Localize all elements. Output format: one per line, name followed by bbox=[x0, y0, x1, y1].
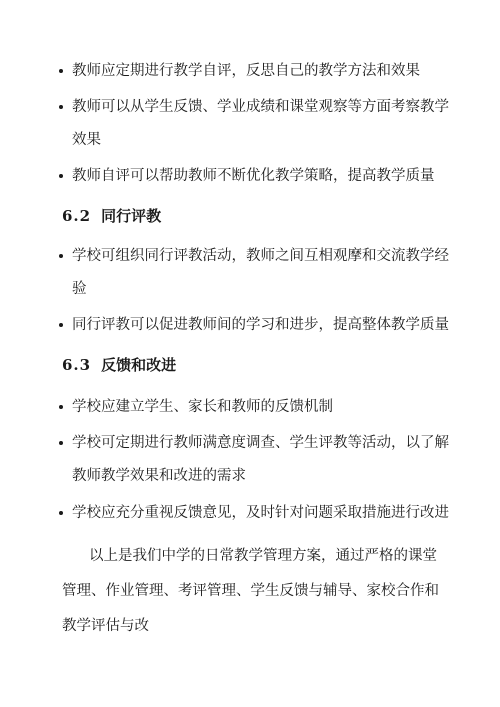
section-number: 6.3 bbox=[62, 356, 92, 374]
bullet-icon bbox=[59, 254, 63, 258]
list-item bbox=[72, 497, 452, 530]
list-item bbox=[72, 240, 452, 306]
bullet-icon bbox=[59, 69, 63, 73]
bullet-icon bbox=[59, 105, 63, 109]
conclusion-paragraph: 以上是我们中学的日常教学管理方案，通过严格的课堂管理、作业管理、考评管理、学生反馈与辅导、家校合作和教学评估与改 bbox=[62, 548, 439, 634]
section-title: 反馈和改进 bbox=[101, 356, 177, 374]
list-item bbox=[72, 55, 452, 88]
list-item bbox=[72, 427, 452, 493]
list-item-text: 同行评教可以促进教师间的学习和进步，提高整体教学质量 bbox=[72, 317, 449, 333]
section-number: 6.2 bbox=[62, 207, 92, 225]
bullet-icon bbox=[59, 511, 63, 515]
list-item bbox=[72, 391, 452, 424]
bullet-icon bbox=[59, 405, 63, 409]
bullet-icon bbox=[59, 323, 63, 327]
list-item-text: 学校可定期进行教师满意度调查、学生评教等活动，以了解教师教学效果和改进的需求 bbox=[72, 435, 449, 484]
list-item bbox=[72, 309, 452, 342]
section-title: 同行评教 bbox=[101, 207, 162, 225]
list-item-text: 教师应定期进行教学自评，反思自己的教学方法和效果 bbox=[72, 63, 420, 79]
list-item-text: 学校可组织同行评教活动，教师之间互相观摩和交流教学经验 bbox=[72, 248, 449, 297]
bullet-icon bbox=[59, 174, 63, 178]
list-item-text: 教师自评可以帮助教师不断优化教学策略，提高教学质量 bbox=[72, 168, 435, 184]
list-item-text: 学校应充分重视反馈意见，及时针对问题采取措施进行改进 bbox=[72, 505, 449, 521]
section-heading bbox=[62, 205, 161, 227]
list-item bbox=[72, 160, 452, 193]
list-item bbox=[72, 91, 452, 157]
section-heading bbox=[62, 354, 176, 376]
list-item-text: 学校应建立学生、家长和教师的反馈机制 bbox=[72, 399, 333, 415]
list-item-text: 教师可以从学生反馈、学业成绩和课堂观察等方面考察教学效果 bbox=[72, 99, 449, 148]
bullet-icon bbox=[59, 441, 63, 445]
